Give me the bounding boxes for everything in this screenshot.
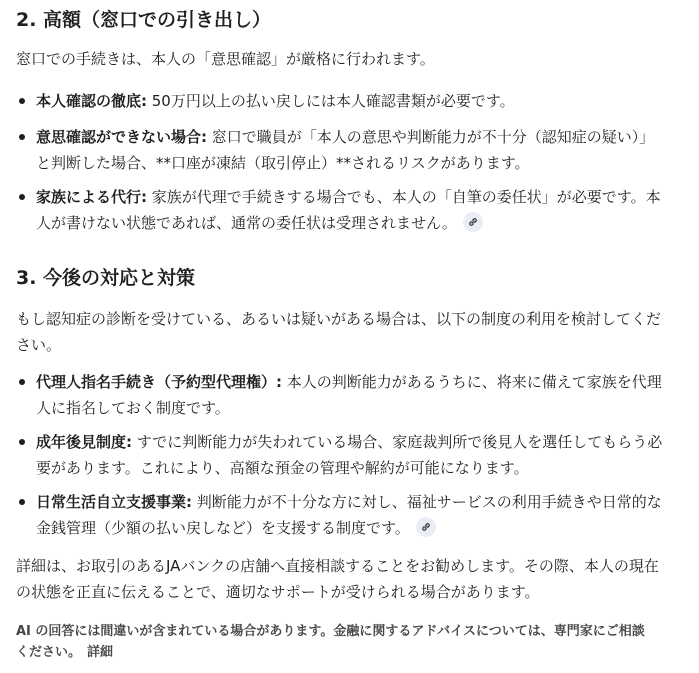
details-link[interactable]: 詳細	[87, 645, 114, 660]
bullet-icon	[19, 379, 25, 385]
item-text: すでに判断能力が失われている場合、家庭裁判所で後見人を選任してもらう必要があります。これにより、高額な預金の管理や解約が可能になります。	[36, 433, 663, 477]
item-label: 日常生活自立支援事業:	[36, 493, 192, 511]
bullet-icon	[19, 499, 25, 505]
item-label: 成年後見制度:	[36, 433, 132, 451]
list-item	[16, 369, 666, 421]
item-text: 50万円以上の払い戻しには本人確認書類が必要です。	[147, 92, 515, 110]
link-icon	[420, 521, 432, 533]
list-item	[16, 184, 666, 236]
item-text: 家族が代理で手続きする場合でも、本人の「自筆の委任状」が必要です。本人が書けない状態であれば、通常の委任状は受理されません。	[36, 188, 661, 232]
source-link-chip[interactable]	[463, 212, 483, 232]
list-item	[16, 124, 666, 176]
item-label: 代理人指名手続き（予約型代理権）:	[36, 373, 283, 391]
list-item	[16, 489, 666, 541]
bullet-icon	[19, 98, 25, 104]
bullet-icon	[19, 194, 25, 200]
source-link-chip[interactable]	[416, 517, 436, 537]
item-text: 窓口で職員が「本人の意思や判断能力が不十分（認知症の疑い）」と判断した場合、**口座が凍結（取引停止）**されるリスクがあります。	[36, 128, 655, 172]
item-label: 家族による代行:	[36, 188, 147, 206]
item-label: 意思確認ができない場合:	[36, 128, 207, 146]
link-icon	[467, 216, 479, 228]
item-text: 判断能力が不十分な方に対し、福祉サービスの利用手続きや日常的な金銭管理（少額の払い戻しなど）を支援する制度です。	[36, 493, 662, 537]
list-item	[16, 88, 666, 114]
section-intro: 窓口での手続きは、本人の「意思確認」が厳格に行われます。	[16, 50, 435, 68]
list-item	[16, 429, 666, 481]
item-label: 本人確認の徹底:	[36, 92, 147, 110]
disclaimer-text: AI の回答には間違いが含まれている場合があります。金融に関するアドバイスについては、専門家にご相談ください。	[16, 624, 645, 660]
ai-disclaimer	[16, 621, 656, 663]
closing-paragraph: 詳細は、お取引のあるJAバンクの店舗へ直接相談することをお勧めします。その際、本人の現在の状態を正直に伝えることで、適切なサポートが受けられる場合があります。	[16, 557, 659, 601]
section-intro: もし認知症の診断を受けている、あるいは疑いがある場合は、以下の制度の利用を検討してください。	[16, 310, 662, 354]
item-text: 本人の判断能力があるうちに、将来に備えて家族を代理人に指名しておく制度です。	[36, 373, 662, 417]
bullet-icon	[19, 439, 25, 445]
bullet-icon	[19, 134, 25, 140]
section-heading-measures: 3. 今後の対応と対策	[16, 267, 196, 289]
section-heading-withdrawal: 2. 高額（窓口での引き出し）	[16, 9, 272, 31]
